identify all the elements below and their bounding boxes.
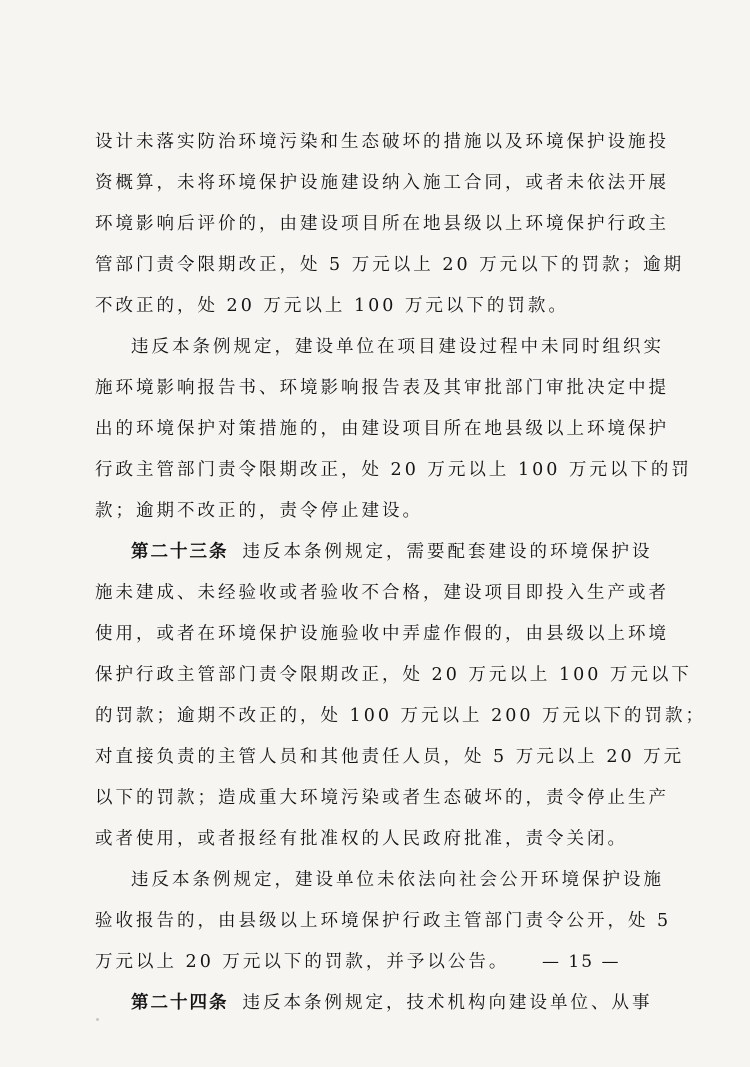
paragraph-start-line: 违反本条例规定，建设单位在项目建设过程中未同时组织实 <box>131 337 664 357</box>
scan-speck <box>96 1018 99 1021</box>
body-line: 行政主管部门责令限期改正，处 20 万元以上 100 万元以下的罚 <box>95 460 692 480</box>
body-line: 验收报告的，由县级以上环境保护行政主管部门责令公开，处 5 <box>95 911 672 931</box>
body-line: 环境影响后评价的，由建设项目所在地县级以上环境保护行政主 <box>95 214 669 234</box>
article-24-line <box>131 991 655 1015</box>
article-text: 违反本条例规定，需要配套建设的环境保护设 <box>242 542 653 562</box>
body-line: 的罚款；逾期不改正的，处 100 万元以上 200 万元以下的罚款； <box>95 706 707 726</box>
body-line: 施未建成、未经验收或者验收不合格，建设项目即投入生产或者 <box>95 583 669 603</box>
body-line: 以下的罚款；造成重大环境污染或者生态破坏的，责令停止生产 <box>95 788 669 808</box>
body-line: 款；逾期不改正的，责令停止建设。 <box>95 501 423 521</box>
body-line: 对直接负责的主管人员和其他责任人员，处 5 万元以上 20 万元 <box>95 747 685 767</box>
article-23-line <box>131 540 655 564</box>
article-heading-24: 第二十四条 <box>131 993 229 1013</box>
paragraph-start-line: 违反本条例规定，建设单位未依法向社会公开环境保护设施 <box>131 870 664 890</box>
article-text: 违反本条例规定，技术机构向建设单位、从事 <box>242 993 653 1013</box>
body-line: 设计未落实防治环境污染和生态破坏的措施以及环境保护设施投 <box>95 132 669 152</box>
page-number: — 15 — <box>542 952 621 972</box>
body-line: 万元以上 20 万元以下的罚款，并予以公告。 <box>95 952 510 972</box>
body-line: 不改正的，处 20 万元以上 100 万元以下的罚款。 <box>95 296 569 316</box>
body-line: 管部门责令限期改正，处 5 万元以上 20 万元以下的罚款；逾期 <box>95 255 685 275</box>
article-heading-23: 第二十三条 <box>131 542 229 562</box>
body-line: 出的环境保护对策措施的，由建设项目所在地县级以上环境保护 <box>95 419 669 439</box>
body-line: 保护行政主管部门责令限期改正，处 20 万元以上 100 万元以下 <box>95 665 692 685</box>
body-line: 施环境影响报告书、环境影响报告表及其审批部门审批决定中提 <box>95 378 669 398</box>
body-line: 或者使用，或者报经有批准权的人民政府批准，责令关闭。 <box>95 829 628 849</box>
body-line: 资概算，未将环境保护设施建设纳入施工合同，或者未依法开展 <box>95 173 669 193</box>
body-line: 使用，或者在环境保护设施验收中弄虚作假的，由县级以上环境 <box>95 624 669 644</box>
